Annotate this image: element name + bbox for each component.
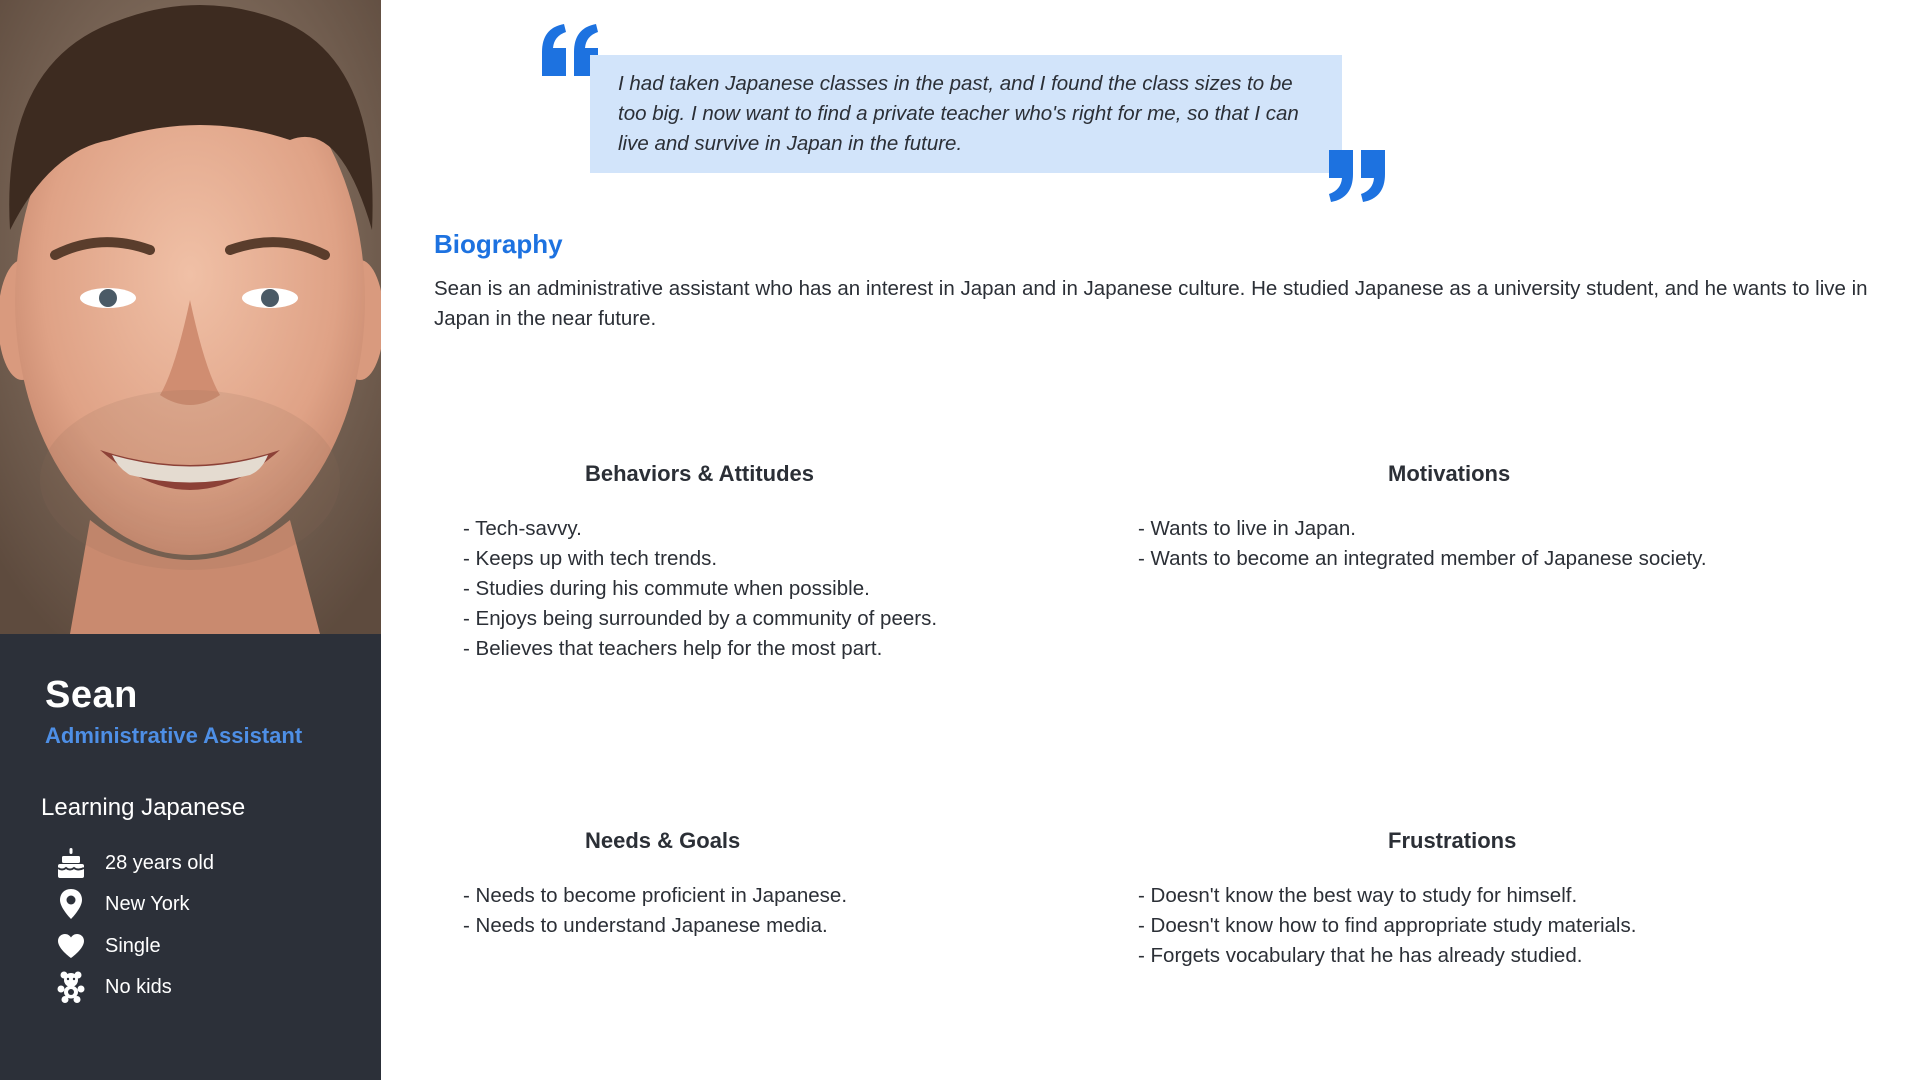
list-item: - Wants to become an integrated member of Japanese society.: [1138, 547, 1707, 570]
list-item: - Studies during his commute when possible.: [463, 577, 870, 600]
fact-kids-text: No kids: [105, 975, 172, 998]
fact-kids: [55, 970, 355, 1004]
persona-tagline: Learning Japanese: [41, 794, 246, 821]
frustrations-heading: Frustrations: [1388, 828, 1517, 853]
fact-location-text: New York: [105, 892, 190, 915]
persona-facts: [55, 846, 355, 1011]
teddy-bear-icon: [55, 971, 87, 1003]
behaviors-list: [463, 514, 937, 664]
list-item: - Believes that teachers help for the most part.: [463, 637, 883, 660]
frustrations-list: [1138, 881, 1636, 971]
behaviors-heading: Behaviors & Attitudes: [585, 461, 815, 486]
fact-relationship: [55, 929, 355, 963]
list-item: - Doesn't know how to find appropriate study materials.: [1138, 914, 1637, 937]
fact-location: [55, 887, 355, 921]
list-item: - Keeps up with tech trends.: [463, 547, 718, 570]
list-item: - Tech-savvy.: [463, 517, 582, 540]
list-item: - Doesn't know the best way to study for himself.: [1138, 884, 1578, 907]
persona-photo: [0, 0, 381, 634]
persona-sidebar: [0, 0, 381, 1080]
motivations-list: [1138, 514, 1707, 574]
persona-name: Sean: [45, 674, 138, 716]
biography-text: Sean is an administrative assistant who has an interest in Japan and in Japanese culture. He studied Japanese as a university student, and he wants to live in Japan in the near future.: [434, 277, 1868, 330]
biography-heading: Biography: [434, 229, 563, 259]
needs-goals-heading: Needs & Goals: [585, 828, 741, 853]
motivations-heading: Motivations: [1388, 461, 1511, 486]
persona-role: Administrative Assistant: [45, 723, 303, 748]
birthday-cake-icon: [55, 847, 87, 879]
heart-icon: [55, 930, 87, 962]
quote-box: [590, 55, 1342, 173]
fact-age-text: 28 years old: [105, 851, 214, 874]
list-item: - Wants to live in Japan.: [1138, 517, 1357, 540]
list-item: - Enjoys being surrounded by a community of peers.: [463, 607, 938, 630]
list-item: - Needs to understand Japanese media.: [463, 914, 828, 937]
list-item: - Needs to become proficient in Japanese.: [463, 884, 848, 907]
close-quote-icon: [1325, 148, 1387, 209]
quote-text: I had taken Japanese classes in the past, and I found the class sizes to be too big. I now want to find a private teacher who's right for me, so that I can live and survive in Japan in the future.: [618, 72, 1299, 155]
avatar: [0, 0, 381, 634]
list-item: - Forgets vocabulary that he has already studied.: [1138, 944, 1583, 967]
location-pin-icon: [55, 888, 87, 920]
fact-age: [55, 846, 355, 880]
fact-relationship-text: Single: [105, 934, 161, 957]
needs-goals-list: [463, 881, 847, 941]
